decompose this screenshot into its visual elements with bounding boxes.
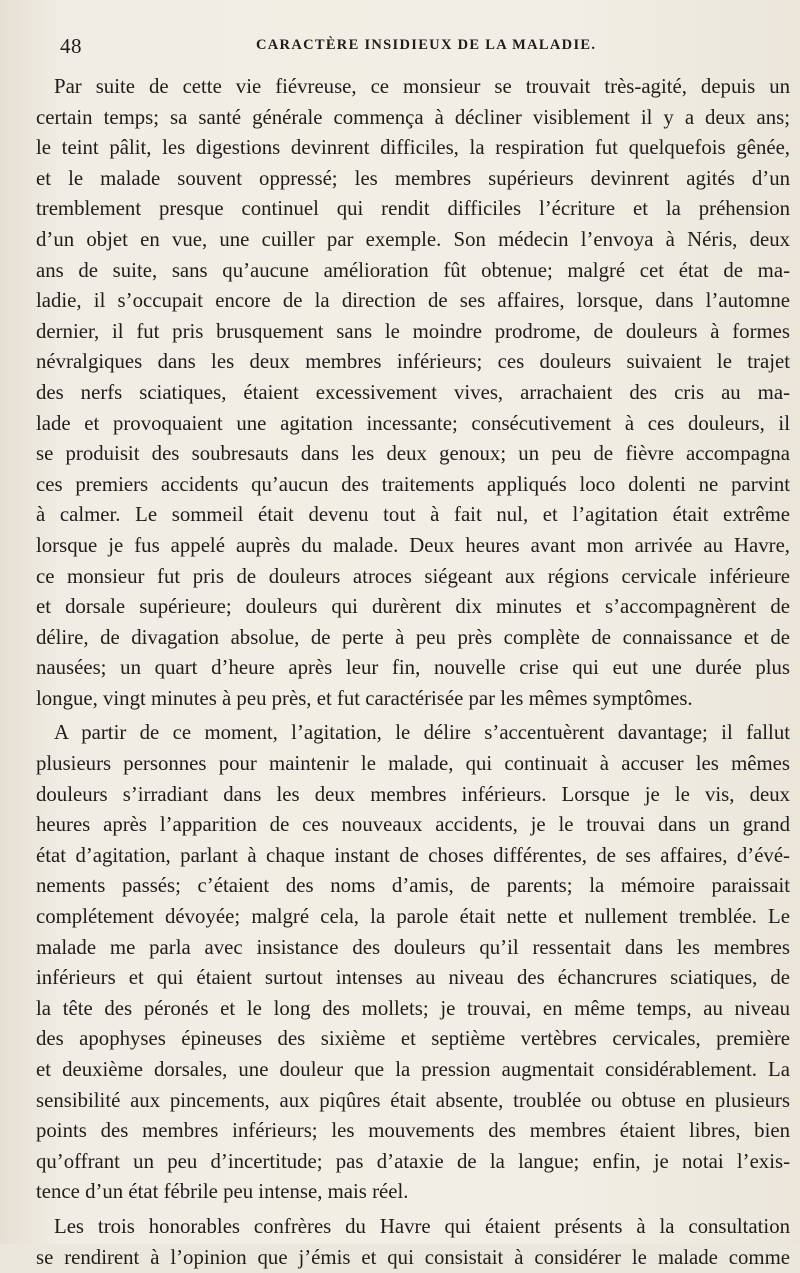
text-line: Par suite de cette vie fiévreuse, ce monsieur se trouvait très-agité, depuis un	[54, 75, 790, 98]
text-line: se produisit des soubresauts dans les deux genoux; un peu de fièvre accompagna	[36, 442, 790, 466]
text-line: d’un objet en vue, une cuiller par exemple. Son médecin l’envoya à Néris, deux	[36, 227, 790, 251]
text-line: à calmer. Le sommeil était devenu tout à fait nul, et l’agitation était extrême	[36, 503, 790, 527]
text-line: lade et provoquaient une agitation incessante; consécutivement à ces douleurs, il	[36, 411, 790, 435]
text-line: heures après l’apparition de ces nouveaux accidents, je le trouvai dans un grand	[36, 813, 790, 837]
text-line: tence d’un état fébrile peu intense, mais réel.	[36, 1180, 409, 1204]
text-line: ces premiers accidents qu’aucun des traitements appliqués loco dolenti ne parvint	[36, 472, 790, 496]
text-line: nausées; un quart d’heure après leur fin, nouvelle crise qui eut une durée plus	[36, 656, 790, 680]
text-line: ans de suite, sans qu’aucune amélioration fût obtenue; malgré cet état de ma-	[36, 258, 790, 282]
text-line: ce monsieur fut pris de douleurs atroces siégeant aux régions cervicale inférieure	[36, 564, 790, 588]
text-line: plusieurs personnes pour maintenir le malade, qui continuait à accuser les mêmes	[36, 752, 790, 776]
text-line: malade me parla avec insistance des douleurs qu’il ressentait dans les membres	[36, 935, 790, 959]
page-number: 48	[60, 34, 82, 58]
text-line: état d’agitation, parlant à chaque instant de choses différentes, de ses affaires, d’évé-	[36, 843, 790, 867]
text-line: des apophyses épineuses des sixième et septième vertèbres cervicales, première	[36, 1027, 790, 1051]
text-line: nements passés; c’étaient des noms d’amis, de parents; la mémoire paraissait	[36, 874, 790, 898]
running-header	[56, 34, 760, 58]
text-line: Les trois honorables confrères du Havre qui étaient présents à la consultation	[54, 1214, 790, 1238]
text-line: points des membres inférieurs; les mouvements des membres étaient libres, bien	[36, 1119, 790, 1143]
text-line: longue, vingt minutes à peu près, et fut caractérisée par les mêmes symptômes.	[36, 686, 693, 710]
paragraph-1	[36, 72, 790, 714]
paragraph-2	[36, 718, 790, 1208]
running-title: CARACTÈRE INSIDIEUX DE LA MALADIE.	[256, 37, 597, 53]
text-line: inférieurs et qui étaient surtout intenses au niveau des échancrures sciatiques, de	[36, 966, 790, 990]
text-line: qu’offrant un peu d’incertitude; pas d’ataxie de la langue; enfin, je notai l’exis-	[36, 1149, 790, 1173]
text-line: névralgiques dans les deux membres inférieurs; ces douleurs suivaient le trajet	[36, 350, 790, 374]
text-line: des nerfs sciatiques, étaient excessivement vives, arrachaient des cris au ma-	[36, 380, 790, 404]
text-line: sensibilité aux pincements, aux piqûres était absente, troublée ou obtuse en plusieurs	[36, 1088, 790, 1112]
text-line: tremblement presque continuel qui rendit difficiles l’écriture et la préhension	[36, 197, 790, 221]
text-line: complétement dévoyée; malgré cela, la parole était nette et nullement tremblée. Le	[36, 905, 790, 929]
text-line: et le malade souvent oppressé; les membres supérieurs devinrent agités d’un	[36, 166, 790, 190]
text-line: ladie, il s’occupait encore de la direction de ses affaires, lorsque, dans l’automne	[36, 289, 790, 313]
text-line: la tête des péronés et le long des mollets; je trouvai, en même temps, au niveau	[36, 996, 790, 1020]
text-line: certain temps; sa santé générale commença à décliner visiblement il y a deux ans;	[36, 105, 790, 129]
text-line: A partir de ce moment, l’agitation, le délire s’accentuèrent davantage; il fallut	[54, 721, 790, 745]
paragraph-3	[36, 1212, 790, 1273]
text-line: et deuxième dorsales, une douleur que la pression augmentait considérablement. La	[36, 1058, 790, 1081]
text-line: dernier, il fut pris brusquement sans le moindre prodrome, de douleurs à formes	[36, 319, 790, 343]
body-text	[36, 72, 790, 1273]
text-line: douleurs s’irradiant dans les deux membres inférieurs. Lorsque je le vis, deux	[36, 782, 790, 806]
text-line: lorsque je fus appelé auprès du malade. Deux heures avant mon arrivée au Havre,	[36, 533, 790, 557]
text-line: délire, de divagation absolue, de perte à peu près complète de connaissance et de	[36, 625, 790, 649]
text-line: se rendirent à l’opinion que j’émis et qui consistait à considérer le malade comme	[36, 1245, 790, 1269]
text-line: le teint pâlit, les digestions devinrent difficiles, la respiration fut quelquefois gênée,	[36, 136, 790, 160]
text-line: et dorsale supérieure; douleurs qui durèrent dix minutes et s’accompagnèrent de	[36, 595, 790, 619]
